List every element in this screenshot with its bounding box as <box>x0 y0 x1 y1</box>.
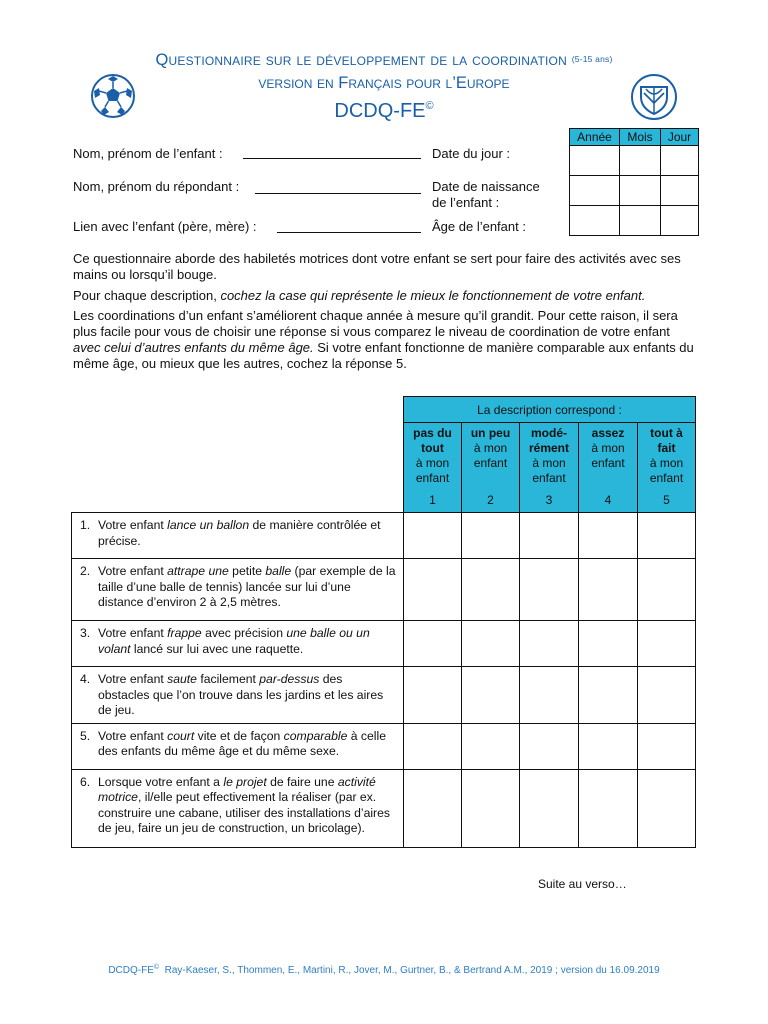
answer-cell-q3-opt2[interactable] <box>462 621 520 667</box>
answer-cell-q5-opt5[interactable] <box>638 723 696 769</box>
scale-option-4: assez à mon enfant 4 <box>579 423 638 513</box>
answer-cell-q1-opt4[interactable] <box>579 513 638 559</box>
answer-cell-q6-opt2[interactable] <box>462 769 520 847</box>
question-text-1: 1. Votre enfant lance un ballon de manière contrôlée et précise. <box>72 513 404 559</box>
scale-header: La description correspond : <box>404 397 696 423</box>
question-row <box>72 621 696 667</box>
age-month-cell[interactable] <box>620 206 661 236</box>
question-row <box>72 723 696 769</box>
answer-cell-q3-opt3[interactable] <box>520 621 579 667</box>
relation-label: Lien avec l’enfant (père, mère) : <box>73 219 257 234</box>
answer-cell-q6-opt4[interactable] <box>579 769 638 847</box>
date-col-month: Mois <box>620 129 661 146</box>
title-age-range: (5-15 ans) <box>571 54 613 64</box>
scale-number-2: 2 <box>487 493 494 507</box>
answer-cell-q2-opt1[interactable] <box>404 559 462 621</box>
date-col-year: Année <box>570 129 620 146</box>
answer-cell-q6-opt1[interactable] <box>404 769 462 847</box>
answer-cell-q4-opt3[interactable] <box>520 667 579 724</box>
title-line-1: Questionnaire sur le développement de la coordination (5-15 ans) <box>155 51 613 69</box>
answer-cell-q3-opt1[interactable] <box>404 621 462 667</box>
scale-number-1: 1 <box>429 493 436 507</box>
question-text-2: 2. Votre enfant attrape une petite balle (par exemple de la taille d’une balle de tennis) lancée sur lui d’une distance d’environ 2 à 2,5 mètres. <box>72 559 404 621</box>
answer-cell-q5-opt1[interactable] <box>404 723 462 769</box>
scale-option-1: pas du tout à mon enfant 1 <box>404 423 462 513</box>
respondent-name-field[interactable] <box>255 193 421 194</box>
age-label: Âge de l’enfant : <box>432 219 526 234</box>
relation-field[interactable] <box>277 232 421 233</box>
child-name-label: Nom, prénom de l’enfant : <box>73 146 223 161</box>
date-grid <box>569 128 699 236</box>
answer-cell-q2-opt3[interactable] <box>520 559 579 621</box>
answer-cell-q1-opt3[interactable] <box>520 513 579 559</box>
answer-cell-q1-opt1[interactable] <box>404 513 462 559</box>
date-today-year-cell[interactable] <box>570 146 620 176</box>
answer-cell-q5-opt3[interactable] <box>520 723 579 769</box>
question-row <box>72 513 696 559</box>
answer-cell-q2-opt5[interactable] <box>638 559 696 621</box>
question-text-5: 5. Votre enfant court vite et de façon comparable à celle des enfants du même âge et du même sexe. <box>72 723 404 769</box>
answer-cell-q5-opt2[interactable] <box>462 723 520 769</box>
date-today-day-cell[interactable] <box>661 146 699 176</box>
answer-cell-q4-opt2[interactable] <box>462 667 520 724</box>
answer-cell-q6-opt5[interactable] <box>638 769 696 847</box>
age-year-cell[interactable] <box>570 206 620 236</box>
date-today-label: Date du jour : <box>432 146 511 161</box>
answer-cell-q1-opt2[interactable] <box>462 513 520 559</box>
question-text-4: 4. Votre enfant saute facilement par-dessus des obstacles que l’on trouve dans les jardins et les aires de jeu. <box>72 667 404 724</box>
answer-cell-q4-opt5[interactable] <box>638 667 696 724</box>
scale-option-2: un peu à mon enfant 2 <box>462 423 520 513</box>
child-name-field[interactable] <box>243 158 421 159</box>
scale-option-5: tout à fait à mon enfant 5 <box>638 423 696 513</box>
scale-number-3: 3 <box>545 493 553 507</box>
question-row <box>72 559 696 621</box>
answer-cell-q4-opt4[interactable] <box>579 667 638 724</box>
intro-paragraph-2: Pour chaque description, cochez la case qui représente le mieux le fonctionnement de votre enfant. <box>73 288 646 303</box>
soccer-ball-icon <box>90 73 136 119</box>
scale-option-3: modé- rément à mon enfant 3 <box>520 423 579 513</box>
answer-cell-q1-opt5[interactable] <box>638 513 696 559</box>
date-col-day: Jour <box>661 129 699 146</box>
answer-cell-q3-opt5[interactable] <box>638 621 696 667</box>
answer-cell-q2-opt4[interactable] <box>579 559 638 621</box>
footer-citation: DCDQ-FE© Ray-Kaeser, S., Thommen, E., Martini, R., Jover, M., Gurtner, B., & Bertrand A.M., 2019 ; version du 16.09.2019 <box>108 964 660 976</box>
title-line-3: DCDQ-FE© <box>334 100 434 122</box>
scale-number-5: 5 <box>663 493 670 507</box>
respondent-name-label: Nom, prénom du répondant : <box>73 179 240 194</box>
answer-cell-q3-opt4[interactable] <box>579 621 638 667</box>
age-day-cell[interactable] <box>661 206 699 236</box>
shield-logo-icon <box>630 73 678 121</box>
answer-cell-q2-opt2[interactable] <box>462 559 520 621</box>
question-text-6: 6. Lorsque votre enfant a le projet de faire une activité motrice, il/elle peut effectivement la réaliser (par ex. construire une cabane, utiliser des installations d’aires de jeu, faire un jeu de construction, un bricolage). <box>72 769 404 847</box>
question-row <box>72 667 696 724</box>
answer-cell-q4-opt1[interactable] <box>404 667 462 724</box>
birth-date-month-cell[interactable] <box>620 176 661 206</box>
question-row <box>72 769 696 847</box>
continuation-note: Suite au verso… <box>538 877 627 891</box>
birth-date-label: Date de naissance de l’enfant : <box>432 179 540 210</box>
birth-date-year-cell[interactable] <box>570 176 620 206</box>
answer-cell-q5-opt4[interactable] <box>579 723 638 769</box>
date-today-month-cell[interactable] <box>620 146 661 176</box>
scale-number-4: 4 <box>604 493 612 507</box>
question-text-3: 3. Votre enfant frappe avec précision une balle ou un volant lancé sur lui avec une raquette. <box>72 621 404 667</box>
intro-paragraph-1: Ce questionnaire aborde des habiletés motrices dont votre enfant se sert pour faire des activités avec ses mains ou lorsqu’il bouge. <box>73 251 681 282</box>
answer-cell-q6-opt3[interactable] <box>520 769 579 847</box>
questionnaire-table <box>71 396 696 848</box>
birth-date-day-cell[interactable] <box>661 176 699 206</box>
intro-paragraph-3: Les coordinations d’un enfant s’améliorent chaque année à mesure qu’il grandit. Pour cette raison, il sera plus facile pour vous de choisir une réponse si vous comparez le niveau de coordination de votre enfant avec celui d’autres enfants du même âge. Si votre enfant fonctionne de manière comparable aux enfants du même âge, ou mieux que les autres, cochez la réponse 5. <box>73 308 694 371</box>
title-line-2: version en Français pour l’Europe <box>258 74 510 92</box>
